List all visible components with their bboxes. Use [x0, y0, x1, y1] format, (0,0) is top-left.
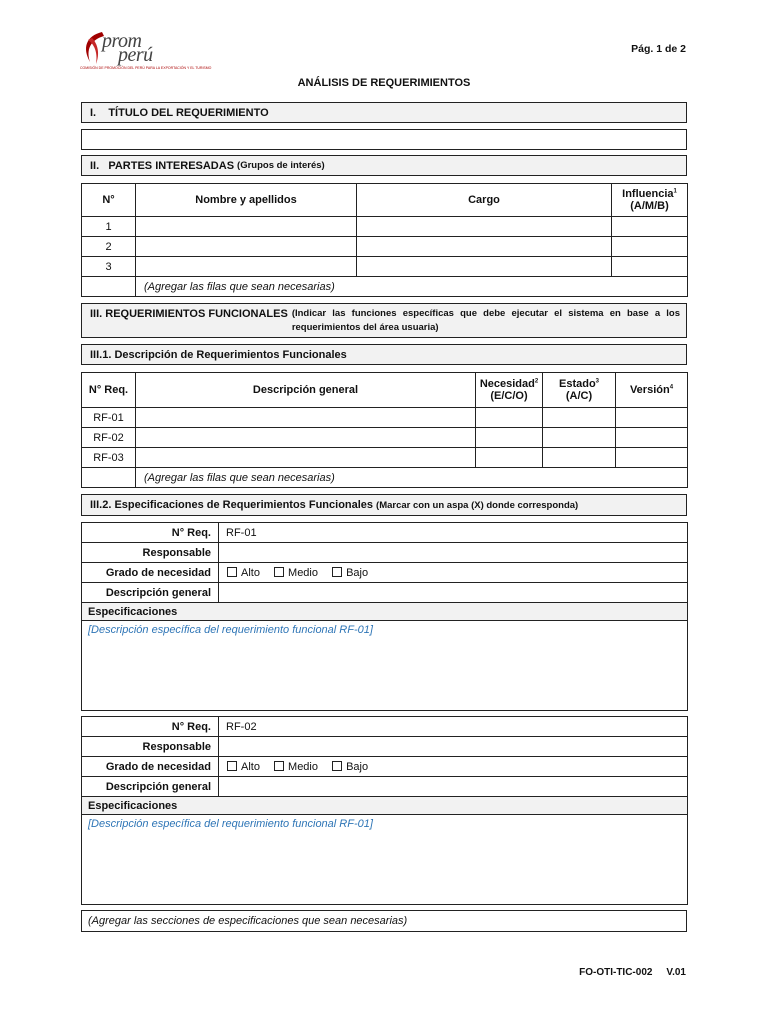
spec-need-label: Grado de necesidad — [82, 563, 219, 583]
desc-cell[interactable] — [136, 408, 476, 428]
checkbox-bajo[interactable] — [332, 761, 342, 771]
add-sections-note: (Agregar las secciones de especificaciones que sean necesarias) — [88, 915, 408, 927]
col-cargo: Cargo — [357, 184, 612, 217]
spec-description-text[interactable]: [Descripción específica del requerimiento funcional RF-01] — [82, 815, 688, 905]
col-nreq: N° Req. — [82, 373, 136, 408]
version-cell[interactable] — [616, 428, 688, 448]
state-cell[interactable] — [543, 408, 616, 428]
need-cell[interactable] — [476, 408, 543, 428]
document-title: ANÁLISIS DE REQUERIMIENTOS — [297, 77, 471, 89]
section-specs-header — [81, 494, 687, 516]
cargo-cell[interactable] — [357, 237, 612, 257]
row-number: 2 — [82, 237, 136, 257]
logo-text-prom: prom — [102, 30, 142, 52]
section-functional-label: III. REQUERIMIENTOS FUNCIONALES — [90, 308, 288, 320]
spec-need-label: Grado de necesidad — [82, 757, 219, 777]
checkbox-alto[interactable] — [227, 761, 237, 771]
checkbox-bajo[interactable] — [332, 567, 342, 577]
spec-nreq-value: RF-02 — [219, 717, 688, 737]
spec-block-rf01 — [81, 522, 687, 711]
requirements-table — [81, 372, 687, 488]
spec-need-options — [219, 563, 688, 583]
checkbox-alto[interactable] — [227, 567, 237, 577]
influence-cell[interactable] — [612, 257, 688, 277]
req-id: RF-02 — [82, 428, 136, 448]
option-alto: Alto — [241, 760, 260, 773]
need-cell[interactable] — [476, 428, 543, 448]
section-title-header — [81, 102, 687, 123]
option-bajo: Bajo — [346, 760, 369, 773]
spec-desc-field[interactable] — [219, 777, 688, 797]
col-desc: Descripción general — [136, 373, 476, 408]
empty-cell — [82, 468, 136, 488]
checkbox-medio[interactable] — [274, 567, 284, 577]
col-influence: Influencia$^1$ (A/M/B) — [612, 184, 688, 217]
section-description-label: III.1. Descripción de Requerimientos Funcionales — [90, 348, 347, 361]
col-state: Estado$^3$ (A/C) — [543, 373, 616, 408]
spec-resp-field[interactable] — [219, 737, 688, 757]
name-cell[interactable] — [136, 217, 357, 237]
option-bajo: Bajo — [346, 566, 369, 579]
section-stakeholders-header — [81, 155, 687, 176]
stakeholders-table — [81, 183, 687, 297]
page-number: Pág. 1 de 2 — [631, 43, 686, 55]
requirement-title-field[interactable] — [81, 129, 687, 150]
cargo-cell[interactable] — [357, 257, 612, 277]
section-stakeholders-sublabel: (Grupos de interés) — [237, 160, 325, 171]
need-cell[interactable] — [476, 448, 543, 468]
section-description-header — [81, 344, 687, 365]
spec-specs-label: Especificaciones — [82, 797, 688, 815]
spec-nreq-value: RF-01 — [219, 523, 688, 543]
section-specs-sublabel: (Marcar con un aspa (X) donde corresponda) — [376, 499, 579, 511]
col-version: Versión$^4$ — [616, 373, 688, 408]
spec-desc-label: Descripción general — [82, 777, 219, 797]
promperu-logo — [80, 30, 212, 76]
option-medio: Medio — [288, 760, 318, 773]
logo-text-peru: perú — [118, 44, 153, 66]
option-alto: Alto — [241, 566, 260, 579]
section-functional-header — [81, 303, 687, 338]
col-name: Nombre y apellidos — [136, 184, 357, 217]
spec-resp-label: Responsable — [82, 737, 219, 757]
footer-code: FO-OTI-TIC-002 V.01 — [579, 967, 686, 978]
name-cell[interactable] — [136, 257, 357, 277]
add-rows-note: (Agregar las filas que sean necesarias) — [136, 468, 688, 488]
influence-cell[interactable] — [612, 237, 688, 257]
spec-resp-field[interactable] — [219, 543, 688, 563]
section-stakeholders-label: II. PARTES INTERESADAS — [90, 159, 235, 172]
section-specs-label: III.2. Especificaciones de Requerimientos Funcionales — [90, 499, 374, 511]
req-id: RF-03 — [82, 448, 136, 468]
row-number: 1 — [82, 217, 136, 237]
row-number: 3 — [82, 257, 136, 277]
version-cell[interactable] — [616, 448, 688, 468]
state-cell[interactable] — [543, 428, 616, 448]
desc-cell[interactable] — [136, 428, 476, 448]
section-functional-detail: (Indicar las funciones específicas que debe ejecutar el sistema en base a los requerimientos del área usuaria) — [291, 308, 680, 333]
spec-block-rf02 — [81, 716, 687, 905]
spec-nreq-label: N° Req. — [82, 523, 219, 543]
checkbox-medio[interactable] — [274, 761, 284, 771]
col-n: N° — [82, 184, 136, 217]
add-sections-note-box — [81, 910, 687, 932]
section-title-label: I. TÍTULO DEL REQUERIMIENTO — [90, 106, 269, 119]
influence-cell[interactable] — [612, 217, 688, 237]
empty-cell — [82, 277, 136, 297]
spec-resp-label: Responsable — [82, 543, 219, 563]
version-cell[interactable] — [616, 408, 688, 428]
logo-subtitle: COMISIÓN DE PROMOCIÓN DEL PERÚ PARA LA EXPORTACIÓN Y EL TURISMO — [80, 66, 212, 70]
cargo-cell[interactable] — [357, 217, 612, 237]
option-medio: Medio — [288, 566, 318, 579]
req-id: RF-01 — [82, 408, 136, 428]
spec-desc-label: Descripción general — [82, 583, 219, 603]
spec-need-options — [219, 757, 688, 777]
spec-specs-label: Especificaciones — [82, 603, 688, 621]
name-cell[interactable] — [136, 237, 357, 257]
spec-description-text[interactable]: [Descripción específica del requerimiento funcional RF-01] — [82, 621, 688, 711]
state-cell[interactable] — [543, 448, 616, 468]
spec-nreq-label: N° Req. — [82, 717, 219, 737]
desc-cell[interactable] — [136, 448, 476, 468]
spec-desc-field[interactable] — [219, 583, 688, 603]
add-rows-note: (Agregar las filas que sean necesarias) — [136, 277, 688, 297]
col-need: Necesidad$^2$ (E/C/O) — [476, 373, 543, 408]
